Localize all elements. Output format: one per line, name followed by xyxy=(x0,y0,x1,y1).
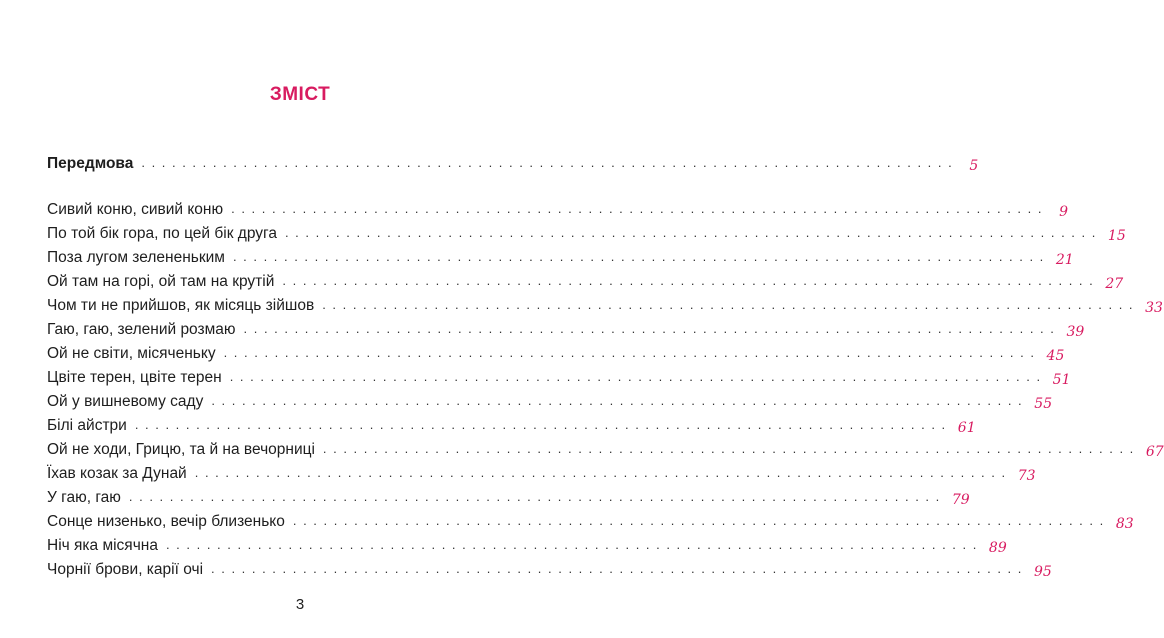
dot-leader: ................................................................................ xyxy=(229,369,1047,384)
toc-entry-page: 67 xyxy=(1145,444,1164,460)
toc-entry[interactable] xyxy=(47,561,1052,583)
dot-leader: ................................................................................ xyxy=(282,273,1100,288)
dot-leader: ................................................................................ xyxy=(223,345,1041,360)
toc-entry-label: Поза лугом зелененьким xyxy=(47,249,225,266)
toc-entry[interactable] xyxy=(47,441,1164,463)
dot-leader: ................................................................................ xyxy=(134,417,952,432)
toc-entry-label: Чом ти не прийшов, як місяць зійшов xyxy=(47,297,315,314)
toc-entry[interactable] xyxy=(47,225,1126,247)
toc-entry-page: 39 xyxy=(1066,324,1085,340)
toc-entry[interactable] xyxy=(47,417,976,439)
toc-entry-page: 89 xyxy=(988,540,1007,556)
dot-leader: ................................................................................ xyxy=(292,513,1110,528)
toc-entry-page: 61 xyxy=(957,420,976,436)
dot-leader: ................................................................................ xyxy=(231,201,1049,216)
toc-entry[interactable] xyxy=(47,201,1069,223)
dot-leader: ................................................................................ xyxy=(128,489,946,504)
toc-entry-label: Ой не ходи, Грицю, та й на вечорниці xyxy=(47,441,315,458)
toc-entry-page: 5 xyxy=(969,158,979,174)
toc-entry-page: 21 xyxy=(1055,252,1074,268)
dot-leader: ................................................................................ xyxy=(211,393,1029,408)
dot-leader: ................................................................................ xyxy=(243,321,1061,336)
dot-leader: ................................................................................ xyxy=(211,561,1028,576)
toc-entry-label: Цвіте терен, цвіте терен xyxy=(47,369,222,386)
toc-entry[interactable] xyxy=(47,345,1065,367)
dot-leader: ................................................................................ xyxy=(141,155,959,170)
toc-entry-label: По той бік гора, по цей бік друга xyxy=(47,225,277,242)
toc-entry-page: 95 xyxy=(1033,564,1052,580)
dot-leader: ................................................................................ xyxy=(165,537,983,552)
toc-entry-label: Чорнії брови, карії очі xyxy=(47,561,204,578)
toc-entry-page: 9 xyxy=(1059,204,1069,220)
toc-entry[interactable] xyxy=(47,297,1163,319)
dot-leader: ................................................................................ xyxy=(284,225,1102,240)
toc-entry-page: 27 xyxy=(1105,276,1124,292)
toc-entry-page: 79 xyxy=(951,492,970,508)
toc-entry-label: Ой там на горі, ой там на крутій xyxy=(47,273,275,290)
toc-entry-label: Передмова xyxy=(47,155,134,172)
toc-entry[interactable] xyxy=(47,249,1074,271)
toc-entry[interactable] xyxy=(47,537,1007,559)
toc-entry-label: Білі айстри xyxy=(47,417,127,434)
toc-entry-label: Сонце низенько, вечір близенько xyxy=(47,513,285,530)
toc-entry-page: 15 xyxy=(1107,228,1126,244)
toc-entry[interactable] xyxy=(47,489,970,511)
toc-entry[interactable] xyxy=(47,321,1085,343)
toc-entry-label: Гаю, гаю, зелений розмаю xyxy=(47,321,236,338)
dot-leader: ................................................................................ xyxy=(232,249,1050,264)
toc-entry[interactable] xyxy=(47,393,1053,415)
toc-entry-page: 51 xyxy=(1052,372,1071,388)
dot-leader: ................................................................................ xyxy=(194,465,1012,480)
toc-entry-label: Ой у вишневому саду xyxy=(47,393,204,410)
toc-entry-label: Сивий коню, сивий коню xyxy=(47,201,224,218)
toc-title: ЗМІСТ xyxy=(269,84,331,105)
toc-entry-page: 55 xyxy=(1034,396,1053,412)
toc-entry-label: Ой не світи, місяченьку xyxy=(47,345,216,362)
toc-entry[interactable] xyxy=(47,369,1071,391)
dot-leader: ................................................................................ xyxy=(322,441,1140,456)
toc-entry-preface[interactable] xyxy=(47,155,979,177)
toc-entry-page: 83 xyxy=(1115,516,1134,532)
page-number: 3 xyxy=(295,596,305,613)
toc-entry-page: 33 xyxy=(1145,300,1163,316)
toc-entry[interactable] xyxy=(47,273,1124,295)
toc-entry-page: 45 xyxy=(1046,348,1065,364)
toc-entry-label: Ніч яка місячна xyxy=(47,537,158,554)
toc-entry[interactable] xyxy=(47,465,1036,487)
toc-entry-page: 73 xyxy=(1017,468,1036,484)
toc-entry-label: У гаю, гаю xyxy=(47,489,121,506)
dot-leader: ................................................................................ xyxy=(322,297,1140,312)
toc-entry[interactable] xyxy=(47,513,1134,535)
toc-entry-label: Їхав козак за Дунай xyxy=(47,465,187,482)
